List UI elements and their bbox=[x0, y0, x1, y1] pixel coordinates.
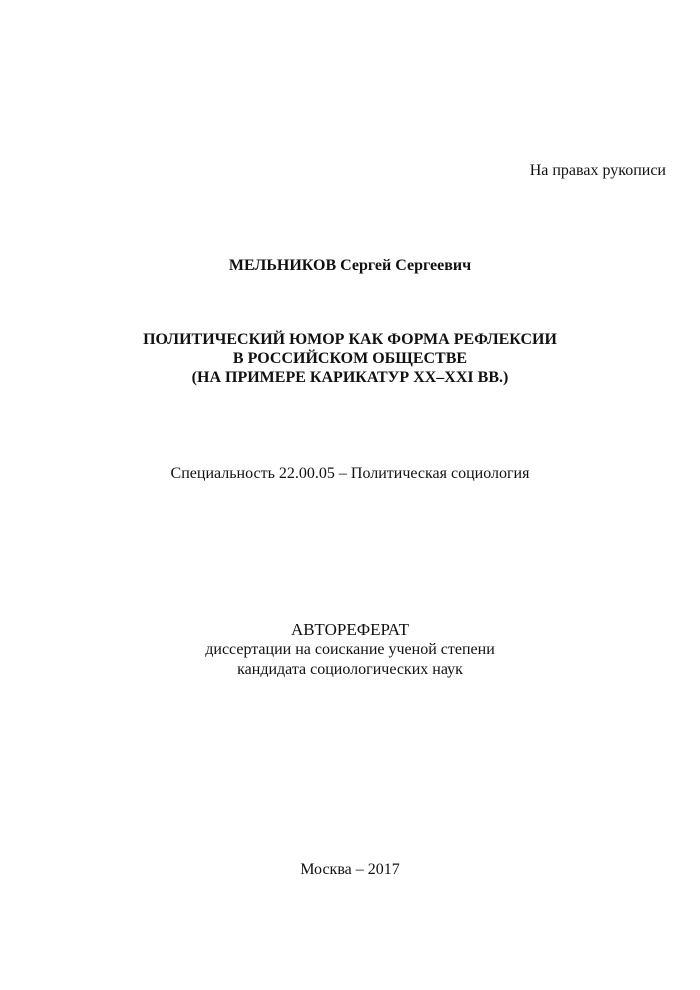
place-and-year: Москва – 2017 bbox=[300, 861, 400, 878]
dissertation-title bbox=[0, 330, 700, 387]
specialty-line: Специальность 22.00.05 – Политическая социология bbox=[170, 465, 530, 482]
abstract-line-1: диссертации на соискание ученой степени bbox=[205, 641, 495, 658]
abstract-heading: АВТОРЕФЕРАТ bbox=[291, 620, 409, 639]
title-line-3: (НА ПРИМЕРЕ КАРИКАТУР XX–XXI ВВ.) bbox=[191, 369, 509, 386]
manuscript-rights-note: На правах рукописи bbox=[529, 162, 666, 179]
abstract-line-2: кандидата социологических наук bbox=[237, 661, 463, 678]
title-line-1: ПОЛИТИЧЕСКИЙ ЮМОР КАК ФОРМА РЕФЛЕКСИИ bbox=[143, 331, 557, 348]
title-line-2: В РОССИЙСКОМ ОБЩЕСТВЕ bbox=[232, 350, 468, 367]
abstract-block bbox=[0, 620, 700, 680]
author-name: МЕЛЬНИКОВ Сергей Сергеевич bbox=[228, 257, 472, 274]
